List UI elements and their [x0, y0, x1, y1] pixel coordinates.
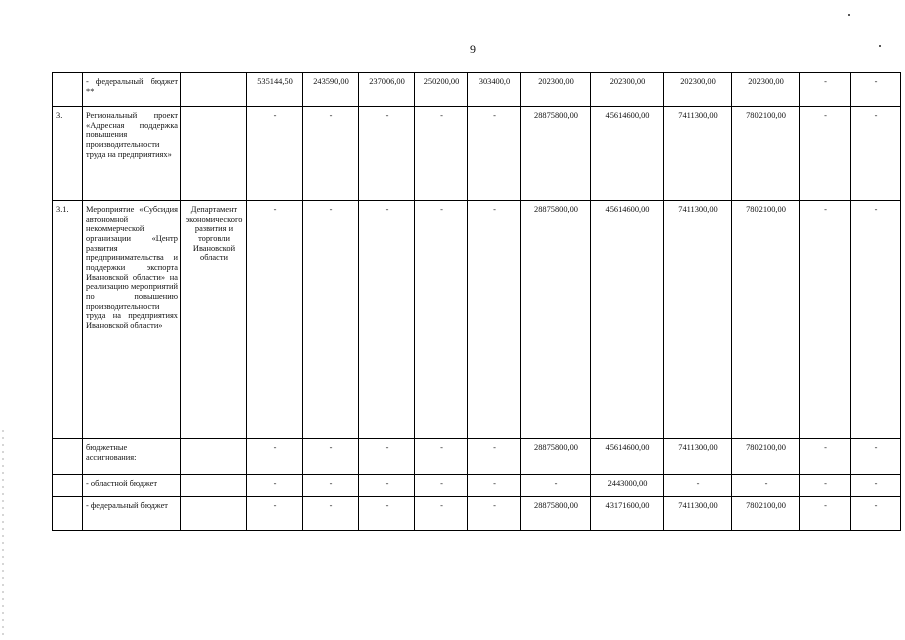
responsible-cell — [181, 439, 247, 475]
value-cell: - — [415, 497, 468, 531]
value-cell: 535144,50 — [247, 73, 303, 107]
row-name-cell: - федеральный бюджет — [83, 497, 181, 531]
value-cell: - — [732, 475, 800, 497]
table-row — [53, 497, 901, 531]
value-cell: - — [468, 201, 521, 439]
value-cell: - — [247, 107, 303, 201]
value-cell: 237006,00 — [359, 73, 415, 107]
value-cell: - — [800, 73, 851, 107]
value-cell: - — [247, 497, 303, 531]
value-cell: - — [303, 107, 359, 201]
row-number-cell — [53, 475, 83, 497]
value-cell: - — [415, 439, 468, 475]
row-name-cell: бюджетные ассигнования: — [83, 439, 181, 475]
value-cell: 2443000,00 — [591, 475, 664, 497]
value-cell: - — [415, 475, 468, 497]
value-cell: - — [851, 497, 901, 531]
value-cell: - — [851, 475, 901, 497]
value-cell: 28875800,00 — [521, 439, 591, 475]
value-cell: - — [303, 497, 359, 531]
row-number-cell: 3. — [53, 107, 83, 201]
value-cell: - — [468, 475, 521, 497]
table-row — [53, 439, 901, 475]
value-cell: - — [303, 475, 359, 497]
value-cell: - — [359, 439, 415, 475]
value-cell: - — [359, 107, 415, 201]
value-cell: - — [303, 201, 359, 439]
responsible-cell — [181, 475, 247, 497]
scan-margin-marks — [2, 430, 4, 640]
table-body — [53, 73, 901, 531]
value-cell: - — [468, 497, 521, 531]
value-cell: - — [247, 439, 303, 475]
value-cell: 7802100,00 — [732, 201, 800, 439]
value-cell: 7802100,00 — [732, 439, 800, 475]
value-cell: - — [415, 201, 468, 439]
value-cell: - — [359, 497, 415, 531]
table-row — [53, 107, 901, 201]
budget-table — [52, 72, 901, 531]
value-cell: - — [247, 475, 303, 497]
value-cell: - — [800, 475, 851, 497]
table-row — [53, 73, 901, 107]
value-cell: - — [800, 497, 851, 531]
value-cell: 202300,00 — [521, 73, 591, 107]
scan-speck — [879, 45, 881, 47]
value-cell: 202300,00 — [732, 73, 800, 107]
value-cell: - — [359, 201, 415, 439]
row-number-cell: 3.1. — [53, 201, 83, 439]
value-cell: - — [247, 201, 303, 439]
value-cell: - — [303, 439, 359, 475]
value-cell: - — [468, 107, 521, 201]
value-cell: - — [800, 439, 851, 475]
value-cell: 7411300,00 — [664, 107, 732, 201]
row-name-cell: - областной бюджет — [83, 475, 181, 497]
value-cell: - — [468, 439, 521, 475]
value-cell: 28875800,00 — [521, 201, 591, 439]
value-cell: 43171600,00 — [591, 497, 664, 531]
value-cell: - — [851, 439, 901, 475]
value-cell: 7411300,00 — [664, 497, 732, 531]
value-cell: - — [800, 107, 851, 201]
row-number-cell — [53, 73, 83, 107]
row-number-cell — [53, 439, 83, 475]
value-cell: 7802100,00 — [732, 497, 800, 531]
responsible-cell: Департамент экономического развития и торговли Ивановской области — [181, 201, 247, 439]
value-cell: 45614600,00 — [591, 439, 664, 475]
value-cell: - — [851, 107, 901, 201]
value-cell: 28875800,00 — [521, 107, 591, 201]
value-cell: 45614600,00 — [591, 107, 664, 201]
value-cell: - — [800, 201, 851, 439]
value-cell: 250200,00 — [415, 73, 468, 107]
value-cell: - — [359, 475, 415, 497]
table-row — [53, 201, 901, 439]
value-cell: 7411300,00 — [664, 201, 732, 439]
value-cell: - — [415, 107, 468, 201]
value-cell: 303400,0 — [468, 73, 521, 107]
responsible-cell — [181, 73, 247, 107]
value-cell: 202300,00 — [591, 73, 664, 107]
value-cell: 28875800,00 — [521, 497, 591, 531]
responsible-cell — [181, 497, 247, 531]
value-cell: - — [851, 201, 901, 439]
value-cell: 7802100,00 — [732, 107, 800, 201]
row-name-cell: - федеральный бюджет ** — [83, 73, 181, 107]
value-cell: - — [664, 475, 732, 497]
value-cell: 45614600,00 — [591, 201, 664, 439]
value-cell: 7411300,00 — [664, 439, 732, 475]
value-cell: 202300,00 — [664, 73, 732, 107]
row-number-cell — [53, 497, 83, 531]
row-name-cell: Региональный проект «Адресная поддержка повышения производительности труда на предприятиях» — [83, 107, 181, 201]
table-row — [53, 475, 901, 497]
scan-speck — [848, 14, 850, 16]
page-number: 9 — [470, 42, 476, 56]
value-cell: 243590,00 — [303, 73, 359, 107]
responsible-cell — [181, 107, 247, 201]
value-cell: - — [521, 475, 591, 497]
value-cell: - — [851, 73, 901, 107]
row-name-cell: Мероприятие «Субсидия автономной некоммерческой организации «Центр развития предпринимательства и поддержки экспорта Ивановской области» на реализацию мероприятий по повышению производительности труда на предприятиях Ивановской области» — [83, 201, 181, 439]
